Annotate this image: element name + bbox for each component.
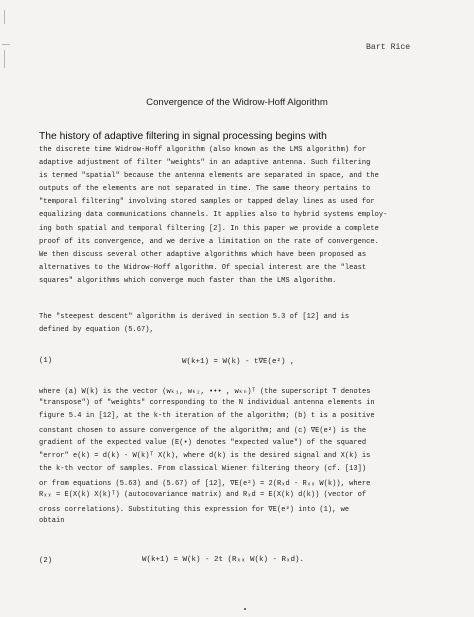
text-line: defined by equation (5.67), (39, 326, 154, 334)
text-line: figure 5.4 in [12], at the k-th iteration of the algorithm; (b) t is a positive (39, 412, 375, 420)
text-line: proof of its convergence, and we derive a limitation on the rate of convergence. (39, 238, 379, 246)
text-line: equalizing data communications channels. It applies also to hybrid systems employ- (39, 211, 388, 219)
text-line: adaptive adjustment of filter "weights" in an adaptive antenna. Such filtering (39, 159, 371, 167)
text-line: constant chosen to assure convergence of the algorithm; and (c) ∇E(e²) is the (39, 427, 367, 435)
text-line: cross correlations). Substituting this expression for ∇E(e²) into (1), we (39, 506, 350, 514)
text-line: squares" algorithms which converge much faster than the LMS algorithm. (39, 277, 337, 285)
text-line: Rₓₓ = E(X(k) X(k)ᵀ) (autocovariance matrix) and Rₓd = E(X(k) d(k)) (vector of (39, 491, 367, 499)
text-line: the discrete time Widrow-Hoff algorithm (also known as the LMS algorithm) for (39, 146, 367, 154)
text-line: "transpose") of "weights" corresponding to the N individual antenna elements in (39, 399, 375, 407)
text-line: The "steepest descent" algorithm is derived in section 5.3 of [12] and is (39, 313, 350, 321)
equation: W(k+1) = W(k) - t∇E(e²) , (182, 358, 295, 366)
text-line: "temporal filtering" involving stored samples or tapped delay lines as used for (39, 198, 375, 206)
margin-mark (2, 44, 10, 45)
document-title: Convergence of the Widrow-Hoff Algorithm (146, 97, 328, 108)
margin-mark (4, 50, 5, 68)
page-mark (244, 608, 246, 610)
text-line: "error" e(k) = d(k) - W(k)ᵀ X(k), where d(k) is the desired signal and X(k) is (39, 452, 371, 460)
equation-number: (1) (39, 357, 53, 365)
lead-line: The history of adaptive filtering in signal processing begins with (39, 131, 327, 142)
text-line: is termed "spatial" because the antenna elements are separated in space, and the (39, 172, 379, 180)
text-line: gradient of the expected value (E(•) denotes "expected value") of the squared (39, 439, 367, 447)
text-line: or from equations (5.63) and (5.67) of [12], ∇E(e²) = 2(Rₓd - Rₓₓ W(k)), where (39, 480, 371, 488)
text-line: outputs of the elements are not separated in time. The same theory pertains to (39, 185, 371, 193)
equation-number: (2) (39, 557, 53, 565)
author-name: Bart Rice (366, 43, 411, 52)
text-line: We then discuss several other adaptive algorithms which have been proposed as (39, 251, 367, 259)
text-line: obtain (39, 517, 65, 525)
text-line: where (a) W(k) is the vector (wₖ₁, wₖ₂, ••• , wₖₙ)ᵀ (the superscript T denotes (39, 388, 371, 396)
margin-mark (4, 10, 5, 24)
text-line: the k-th vector of samples. From classical Wiener filtering theory (cf. [13]) (39, 465, 367, 473)
equation: W(k+1) = W(k) - 2t (Rₓₓ W(k) - Rₓd). (142, 556, 305, 564)
text-line: ing both spatial and temporal filtering [2]. In this paper we provide a complete (39, 225, 379, 233)
text-line: alternatives to the Widrow-Hoff algorithm. Of special interest are the "least (39, 264, 367, 272)
